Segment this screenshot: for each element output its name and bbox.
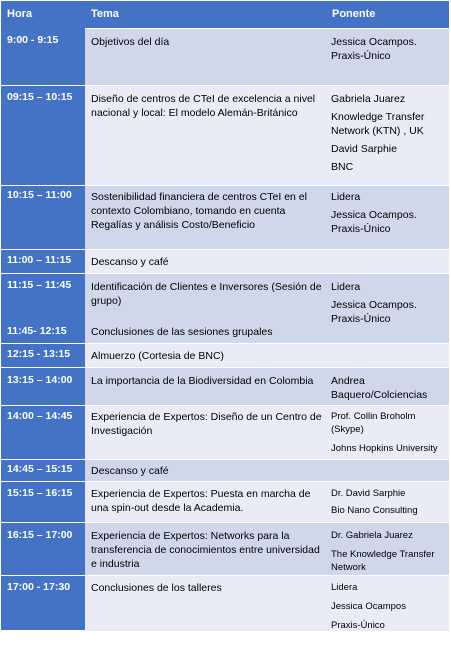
ponente-line: Praxis-Único: [331, 620, 385, 631]
header-ponente: Ponente: [332, 8, 376, 20]
ponente-line: Praxis-Único: [331, 313, 391, 325]
table-header: [1, 1, 449, 28]
ponente-line: Knowledge Transfer Network (KTN) , UK: [331, 111, 425, 137]
ponente-line: Jessica Ocampos.: [331, 209, 417, 221]
ponente-line: Andrea: [331, 375, 365, 387]
time-label: 09:15 – 10:15: [7, 91, 73, 103]
ponente-cell: [331, 280, 449, 326]
time-label: 14:00 – 14:45: [7, 410, 73, 422]
time-label: 11:45- 12:15: [7, 325, 67, 337]
time-label: 16:15 – 17:00: [7, 529, 73, 541]
ponente-line: Lidera: [331, 582, 358, 593]
table-row: [85, 343, 449, 368]
tema-cell: Conclusiones de los talleres: [91, 582, 222, 594]
ponente-line: The Knowledge Transfer Network: [331, 549, 435, 573]
header-hora: Hora: [7, 8, 33, 20]
divider: [1, 185, 85, 186]
tema-cell: Descanso y café: [91, 465, 169, 477]
time-label: 9:00 - 9:15: [7, 34, 59, 46]
ponente-line: BNC: [331, 161, 354, 173]
divider: [1, 459, 85, 460]
table-row: [85, 185, 449, 250]
divider: [1, 522, 85, 523]
time-label: 11:15 – 11:45: [7, 279, 72, 291]
ponente-line: Baquero/Colciencias: [331, 389, 428, 401]
table-row: [85, 575, 449, 631]
divider: [1, 367, 85, 368]
ponente-cell: [331, 374, 449, 402]
ponente-line: Jessica Ocampos.: [331, 36, 417, 48]
ponente-line: Bio Nano Consulting: [331, 505, 418, 516]
divider: [1, 343, 85, 344]
ponente-line: Praxis-Único: [331, 50, 391, 62]
time-label: 13:15 – 14:00: [7, 374, 73, 386]
tema-cell: La importancia de la Biodiversidad en Colombia: [91, 375, 314, 387]
divider: [1, 481, 85, 482]
time-label: 17:00 - 17:30: [7, 581, 71, 593]
ponente-line: Gabriela Juarez: [331, 93, 406, 105]
tema-cell: Conclusiones de las sesiones grupales: [91, 326, 273, 338]
ponente-cell: [331, 190, 449, 236]
time-label: 12:15 - 13:15: [7, 348, 71, 360]
header-tema: Tema: [91, 8, 119, 20]
ponente-cell: [331, 35, 449, 63]
ponente-line: Lidera: [331, 191, 361, 203]
table-row: [85, 249, 449, 274]
tema-cell: Experiencia de Expertos: Diseño de un Centro de Investigación: [91, 411, 322, 437]
tema-cell: Sostenibilidad financiera de centros CTeI en el contexto Colombiano, tomando en cuenta Regalías y análisis Costo/Beneficio: [91, 191, 307, 231]
table-row: [85, 367, 449, 406]
ponente-line: Lidera: [331, 281, 361, 293]
ponente-line: Dr. David Sarphie: [331, 488, 406, 499]
ponente-cell: [331, 487, 449, 517]
ponente-line: Dr. Gabriela Juarez: [331, 530, 413, 541]
ponente-cell: [331, 92, 449, 174]
table-row: [85, 273, 449, 344]
ponente-line: Praxis-Único: [331, 223, 391, 235]
tema-cell: Experiencia de Expertos: Networks para la transferencia de conocimientos entre universidad e industria: [91, 530, 320, 570]
table-row: [85, 405, 449, 460]
table-row: [85, 85, 449, 186]
divider: [1, 249, 85, 250]
ponente-line: Jessica Ocampos: [331, 601, 406, 612]
tema-cell: Descanso y café: [91, 256, 169, 268]
ponente-line: Johns Hopkins University: [331, 443, 438, 454]
ponente-line: Prof. Collin Broholm (Skype): [331, 411, 416, 435]
agenda-table: [1, 1, 449, 630]
ponente-cell: [331, 410, 449, 455]
time-label: 15:15 – 16:15: [7, 487, 73, 499]
tema-cell: Experiencia de Expertos: Puesta en marcha de una spin-out desde la Academia.: [91, 488, 311, 514]
divider: [1, 405, 85, 406]
tema-cell: Identificación de Clientes e Inversores (Sesión de grupo): [91, 281, 322, 307]
divider: [1, 85, 85, 86]
table-row: [85, 522, 449, 576]
time-label: 10:15 – 11:00: [7, 189, 72, 201]
ponente-cell: [331, 529, 449, 574]
ponente-line: David Sarphie: [331, 143, 397, 155]
time-label: 11:00 – 11:15: [7, 254, 72, 266]
divider: [1, 575, 85, 576]
divider: [1, 273, 85, 274]
tema-cell: Almuerzo (Cortesia de BNC): [91, 350, 225, 362]
table-row: [85, 459, 449, 482]
time-label: 14:45 – 15:15: [7, 463, 73, 475]
tema-cell: Objetivos del día: [91, 36, 170, 48]
table-row: [85, 28, 449, 86]
ponente-cell: [331, 581, 449, 632]
ponente-line: Jessica Ocampos.: [331, 299, 417, 311]
table-row: [85, 481, 449, 523]
tema-cell: Diseño de centros de CTeI de excelencia a nivel nacional y local: El modelo Alemán-Británico: [91, 93, 316, 119]
